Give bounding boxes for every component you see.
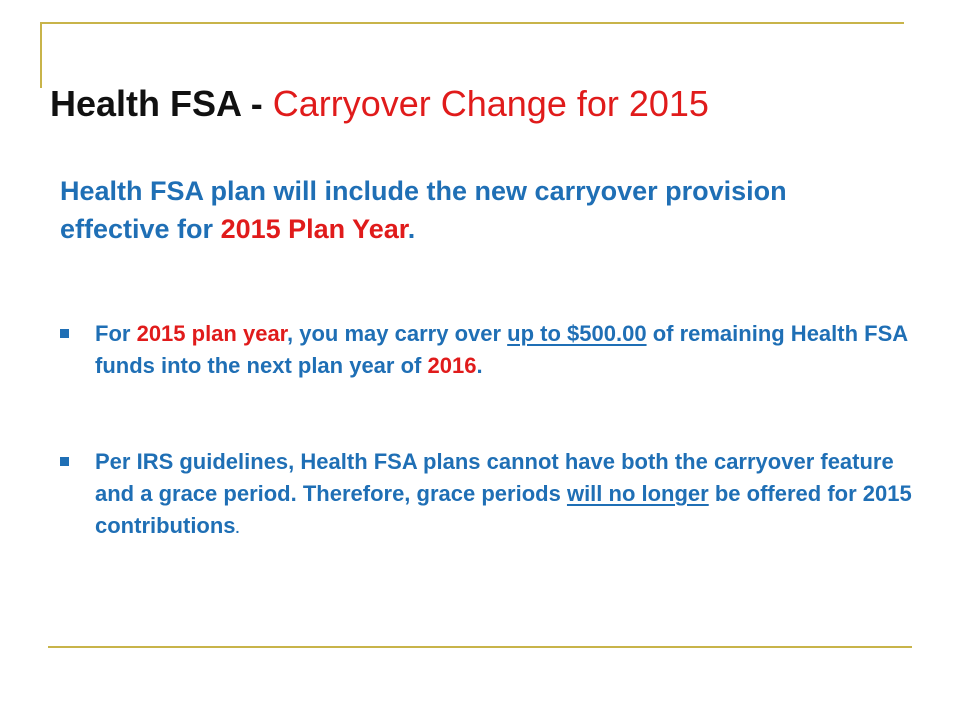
top-border-rule xyxy=(40,22,904,24)
bottom-border-rule xyxy=(48,646,912,648)
bullet-text xyxy=(95,318,920,382)
bullet-item-grace-period xyxy=(60,446,920,544)
bullet2-no-longer: will no longer xyxy=(566,481,709,506)
bullet1-text-1: For xyxy=(95,321,131,346)
title-sub: Carryover Change for 2015 xyxy=(272,83,709,124)
bullet1-next-year: 2016 xyxy=(427,353,477,378)
intro-end: . xyxy=(407,214,416,244)
square-bullet-icon xyxy=(60,457,69,466)
intro-paragraph xyxy=(60,172,900,248)
bullet1-plan-year: 2015 plan year xyxy=(136,321,288,346)
bullet1-text-2: , you may carry over xyxy=(287,321,502,346)
intro-text: Health FSA plan will include the new carryover provision effective for xyxy=(60,176,787,244)
bullet1-text-4: . xyxy=(476,353,483,378)
bullet1-amount: up to $500.00 xyxy=(507,321,647,346)
intro-highlight: 2015 Plan Year xyxy=(220,214,408,244)
title-main: Health FSA - xyxy=(50,83,263,124)
bullet2-text-1: Per IRS guidelines, Health FSA plans cannot have both the carryover feature and a grace period. Therefore, grace periods xyxy=(95,449,894,506)
bullet1-text-3: of remaining Health FSA funds into the next plan year of xyxy=(95,321,908,378)
square-bullet-icon xyxy=(60,329,69,338)
slide-title xyxy=(50,82,709,126)
bullet2-text-2: be offered for 2015 contributions xyxy=(95,481,912,538)
bullet-item-carryover xyxy=(60,318,920,382)
bullet-text xyxy=(95,446,920,544)
left-border-rule xyxy=(40,22,42,88)
bullet2-text-3: . xyxy=(235,520,240,536)
